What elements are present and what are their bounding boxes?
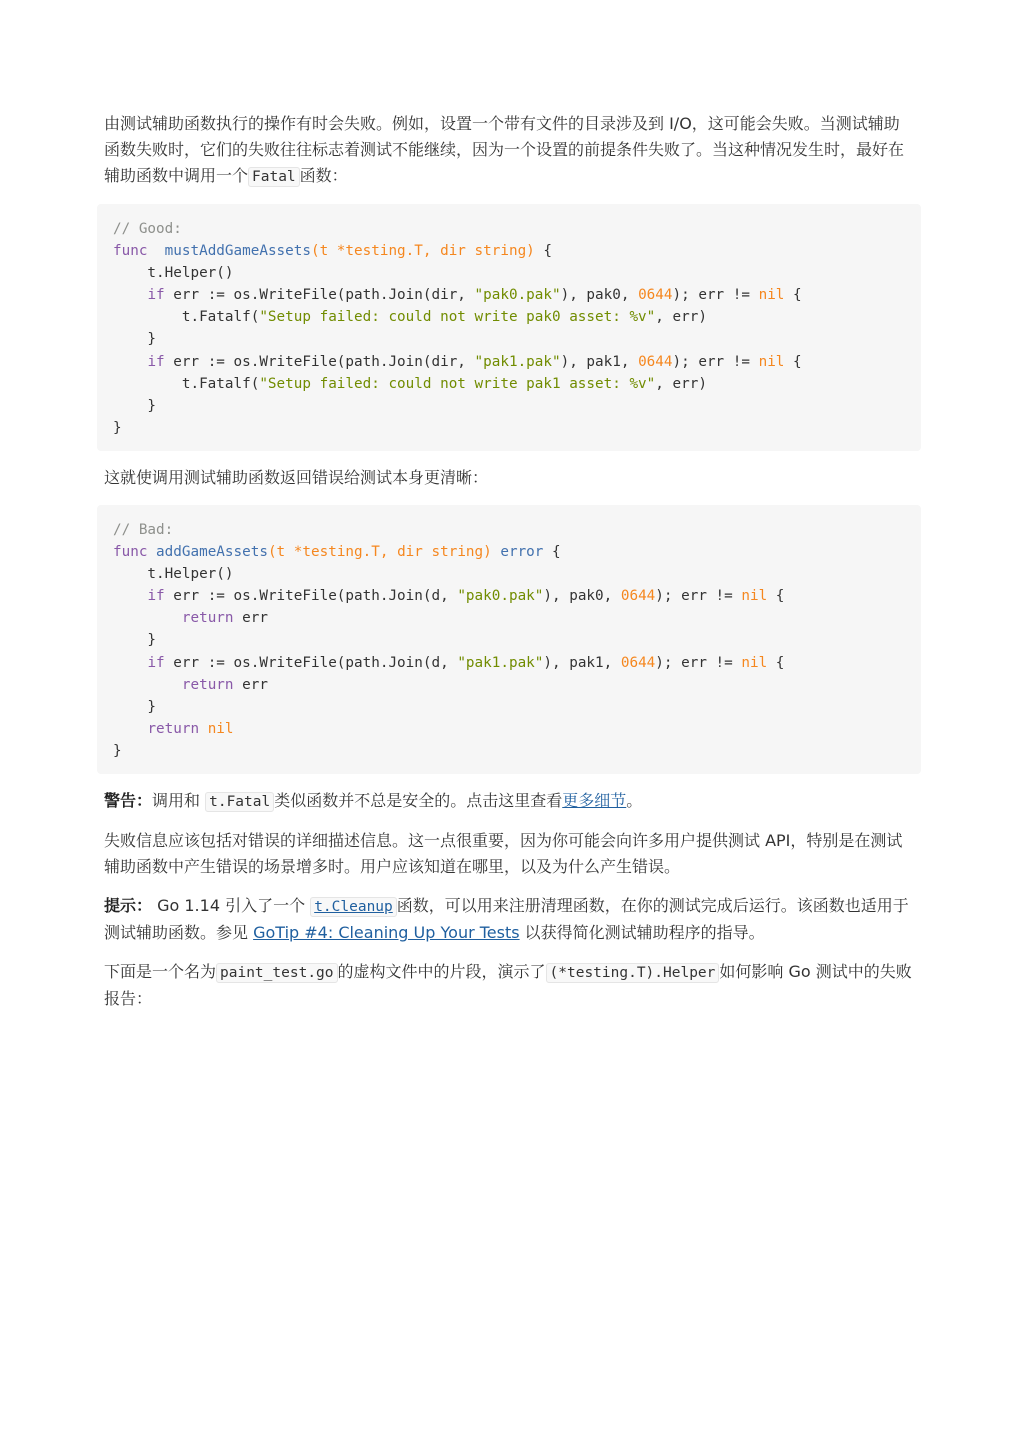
last-text3: 如何影响 Go 测试中的失败报告： bbox=[104, 961, 912, 1008]
code-token: "pak0.pak" bbox=[474, 287, 561, 304]
gotip-cleaning-up-link[interactable]: GoTip #4: Cleaning Up Your Tests bbox=[253, 922, 520, 942]
intro-text: 由测试辅助函数执行的操作有时会失败。例如，设置一个带有文件的目录涉及到 I/O，这可能会失败。当测试辅助函数失败时，它们的失败往往标志着测试不能继续，因为一个设置的前提条件失败了。当这种情况发生时，最好在辅助函数中调用一个 bbox=[104, 114, 905, 185]
code-token bbox=[113, 354, 147, 370]
code-token: { bbox=[534, 243, 552, 260]
code-token: (t *testing.T, dir string) bbox=[267, 544, 492, 561]
code-line bbox=[113, 566, 234, 582]
code-token bbox=[113, 287, 147, 303]
code-token: nil bbox=[741, 588, 768, 605]
warning-label: 警告： bbox=[104, 790, 153, 810]
code-token bbox=[113, 677, 182, 693]
code-token: return bbox=[147, 720, 200, 737]
code-token: addGameAssets bbox=[156, 544, 268, 561]
warning-paragraph bbox=[104, 788, 914, 815]
code-token: ), pak0, bbox=[543, 588, 621, 605]
code-token: error bbox=[500, 544, 544, 561]
code-token: err bbox=[233, 610, 268, 627]
code-token: if bbox=[147, 588, 165, 605]
code-token: err := os.WriteFile(path.Join(d, bbox=[164, 588, 458, 605]
code-token: ), pak0, bbox=[560, 287, 639, 304]
code-token: t.Fatalf( bbox=[113, 309, 260, 326]
code-token bbox=[147, 243, 164, 259]
code-token: 0644 bbox=[638, 287, 673, 304]
last-text2: 的虚构文件中的片段，演示了 bbox=[337, 961, 546, 981]
code-token: err := os.WriteFile(path.Join(dir, bbox=[164, 287, 475, 304]
code-token: "pak1.pak" bbox=[474, 353, 561, 370]
code-token: } bbox=[113, 698, 157, 715]
warning-text1: 调用和 bbox=[152, 790, 206, 810]
code-token: , err) bbox=[655, 375, 707, 392]
inline-code-t-fatal: t.Fatal bbox=[205, 792, 274, 812]
code-token: 0644 bbox=[620, 654, 656, 671]
code-token: } bbox=[113, 742, 122, 759]
code-token: if bbox=[147, 287, 165, 304]
code-token: return bbox=[181, 610, 234, 627]
code-token: } bbox=[113, 397, 157, 414]
code-token: err := os.WriteFile(path.Join(d, bbox=[164, 654, 458, 671]
code-line bbox=[113, 398, 156, 414]
code-line bbox=[113, 677, 268, 693]
tip-text3: 以获得简化测试辅助程序的指导。 bbox=[519, 922, 765, 942]
code-line bbox=[113, 610, 268, 626]
code-line bbox=[113, 743, 122, 759]
code-token: nil bbox=[758, 353, 785, 370]
code-token: t.Helper() bbox=[113, 265, 234, 282]
code-line bbox=[113, 221, 182, 237]
code-line bbox=[113, 721, 234, 737]
code-token: func bbox=[113, 544, 148, 561]
last-paragraph bbox=[104, 959, 914, 1012]
code-token bbox=[113, 721, 147, 737]
code-token bbox=[147, 544, 156, 560]
article-body bbox=[104, 111, 914, 1012]
code-token: 0644 bbox=[620, 588, 656, 605]
tip-text2: 函数，可以用来注册清理函数，在你的测试完成后运行。该函数也适用于测试辅助函数。参见 bbox=[104, 895, 909, 942]
code-token: "pak1.pak" bbox=[457, 654, 544, 671]
inline-code-fatal: Fatal bbox=[248, 167, 300, 187]
code-token: } bbox=[113, 632, 157, 649]
code-token bbox=[113, 588, 147, 604]
warning-text2: 类似函数并不总是安全的。点击这里查看 bbox=[274, 790, 563, 810]
code-token: t.Fatalf( bbox=[113, 375, 260, 392]
code-token: { bbox=[784, 353, 802, 370]
code-token: , err) bbox=[655, 309, 707, 326]
code-token: ); err != bbox=[655, 588, 742, 605]
code-line bbox=[113, 354, 802, 370]
code-block-good bbox=[97, 204, 921, 451]
code-token: { bbox=[543, 544, 561, 561]
code-token: } bbox=[113, 419, 122, 436]
last-text1: 下面是一个名为 bbox=[104, 961, 217, 981]
code-token: mustAddGameAssets bbox=[164, 243, 311, 260]
code-line bbox=[113, 522, 173, 538]
code-token: ); err != bbox=[655, 654, 742, 671]
code-token: // Bad: bbox=[113, 521, 174, 538]
code-line bbox=[113, 632, 156, 648]
code-token bbox=[113, 655, 147, 671]
code-line bbox=[113, 588, 784, 604]
code-line bbox=[113, 287, 802, 303]
tip-text1: Go 1.14 引入了一个 bbox=[152, 895, 311, 915]
code-token bbox=[199, 721, 208, 737]
code-line bbox=[113, 243, 552, 259]
inline-code-testing-helper: (*testing.T).Helper bbox=[546, 963, 720, 983]
intro-paragraph bbox=[104, 111, 914, 190]
code-line bbox=[113, 699, 156, 715]
code-token: "Setup failed: could not write pak1 asset: %v" bbox=[259, 375, 656, 392]
code-token: } bbox=[113, 331, 157, 348]
code-token: "Setup failed: could not write pak0 asset: %v" bbox=[259, 309, 656, 326]
t-cleanup-link[interactable] bbox=[310, 896, 397, 915]
code-token: if bbox=[147, 353, 165, 370]
code-token: nil bbox=[758, 287, 785, 304]
code-block-bad bbox=[97, 505, 921, 774]
code-line bbox=[113, 331, 156, 347]
code-token: (t *testing.T, dir string) bbox=[310, 243, 535, 260]
code-line bbox=[113, 420, 122, 436]
code-token: nil bbox=[741, 654, 768, 671]
code-token: ); err != bbox=[672, 287, 759, 304]
code-token: func bbox=[113, 243, 148, 260]
inline-code-paint-test: paint_test.go bbox=[216, 963, 338, 983]
code-line bbox=[113, 265, 234, 281]
code-token: { bbox=[767, 588, 785, 605]
code-line bbox=[113, 309, 707, 325]
code-token: ); err != bbox=[672, 353, 759, 370]
code-token bbox=[113, 610, 182, 626]
code-token: 0644 bbox=[638, 353, 673, 370]
code-token: ), pak1, bbox=[543, 654, 621, 671]
failure-message-paragraph: 失败信息应该包括对错误的详细描述信息。这一点很重要，因为你可能会向许多用户提供测试 API，特别是在测试辅助函数中产生错误的场景增多时。用户应该知道在哪里，以及为什么产生错误。 bbox=[104, 830, 903, 876]
code-token: err bbox=[233, 676, 268, 693]
tip-paragraph bbox=[104, 893, 914, 946]
intro-suffix: 函数： bbox=[299, 166, 348, 185]
code-token: err := os.WriteFile(path.Join(dir, bbox=[164, 353, 475, 370]
code-token: // Good: bbox=[113, 221, 182, 237]
between-paragraph: 这就使调用测试辅助函数返回错误给测试本身更清晰： bbox=[104, 467, 489, 487]
code-line bbox=[113, 544, 561, 560]
code-token: "pak0.pak" bbox=[457, 588, 544, 605]
code-line bbox=[113, 376, 707, 392]
code-line bbox=[113, 655, 784, 671]
code-token: if bbox=[147, 654, 165, 671]
inline-code-t-cleanup: t.Cleanup bbox=[310, 897, 397, 917]
code-token: return bbox=[181, 676, 234, 693]
code-token: { bbox=[784, 287, 802, 304]
warning-end: 。 bbox=[626, 790, 643, 810]
tip-label: 提示： bbox=[104, 895, 153, 915]
code-token: t.Helper() bbox=[113, 566, 234, 583]
code-token: ), pak1, bbox=[560, 353, 639, 370]
code-token: { bbox=[767, 654, 785, 671]
more-details-link[interactable]: 更多细节 bbox=[562, 790, 627, 810]
code-token: nil bbox=[207, 720, 234, 737]
